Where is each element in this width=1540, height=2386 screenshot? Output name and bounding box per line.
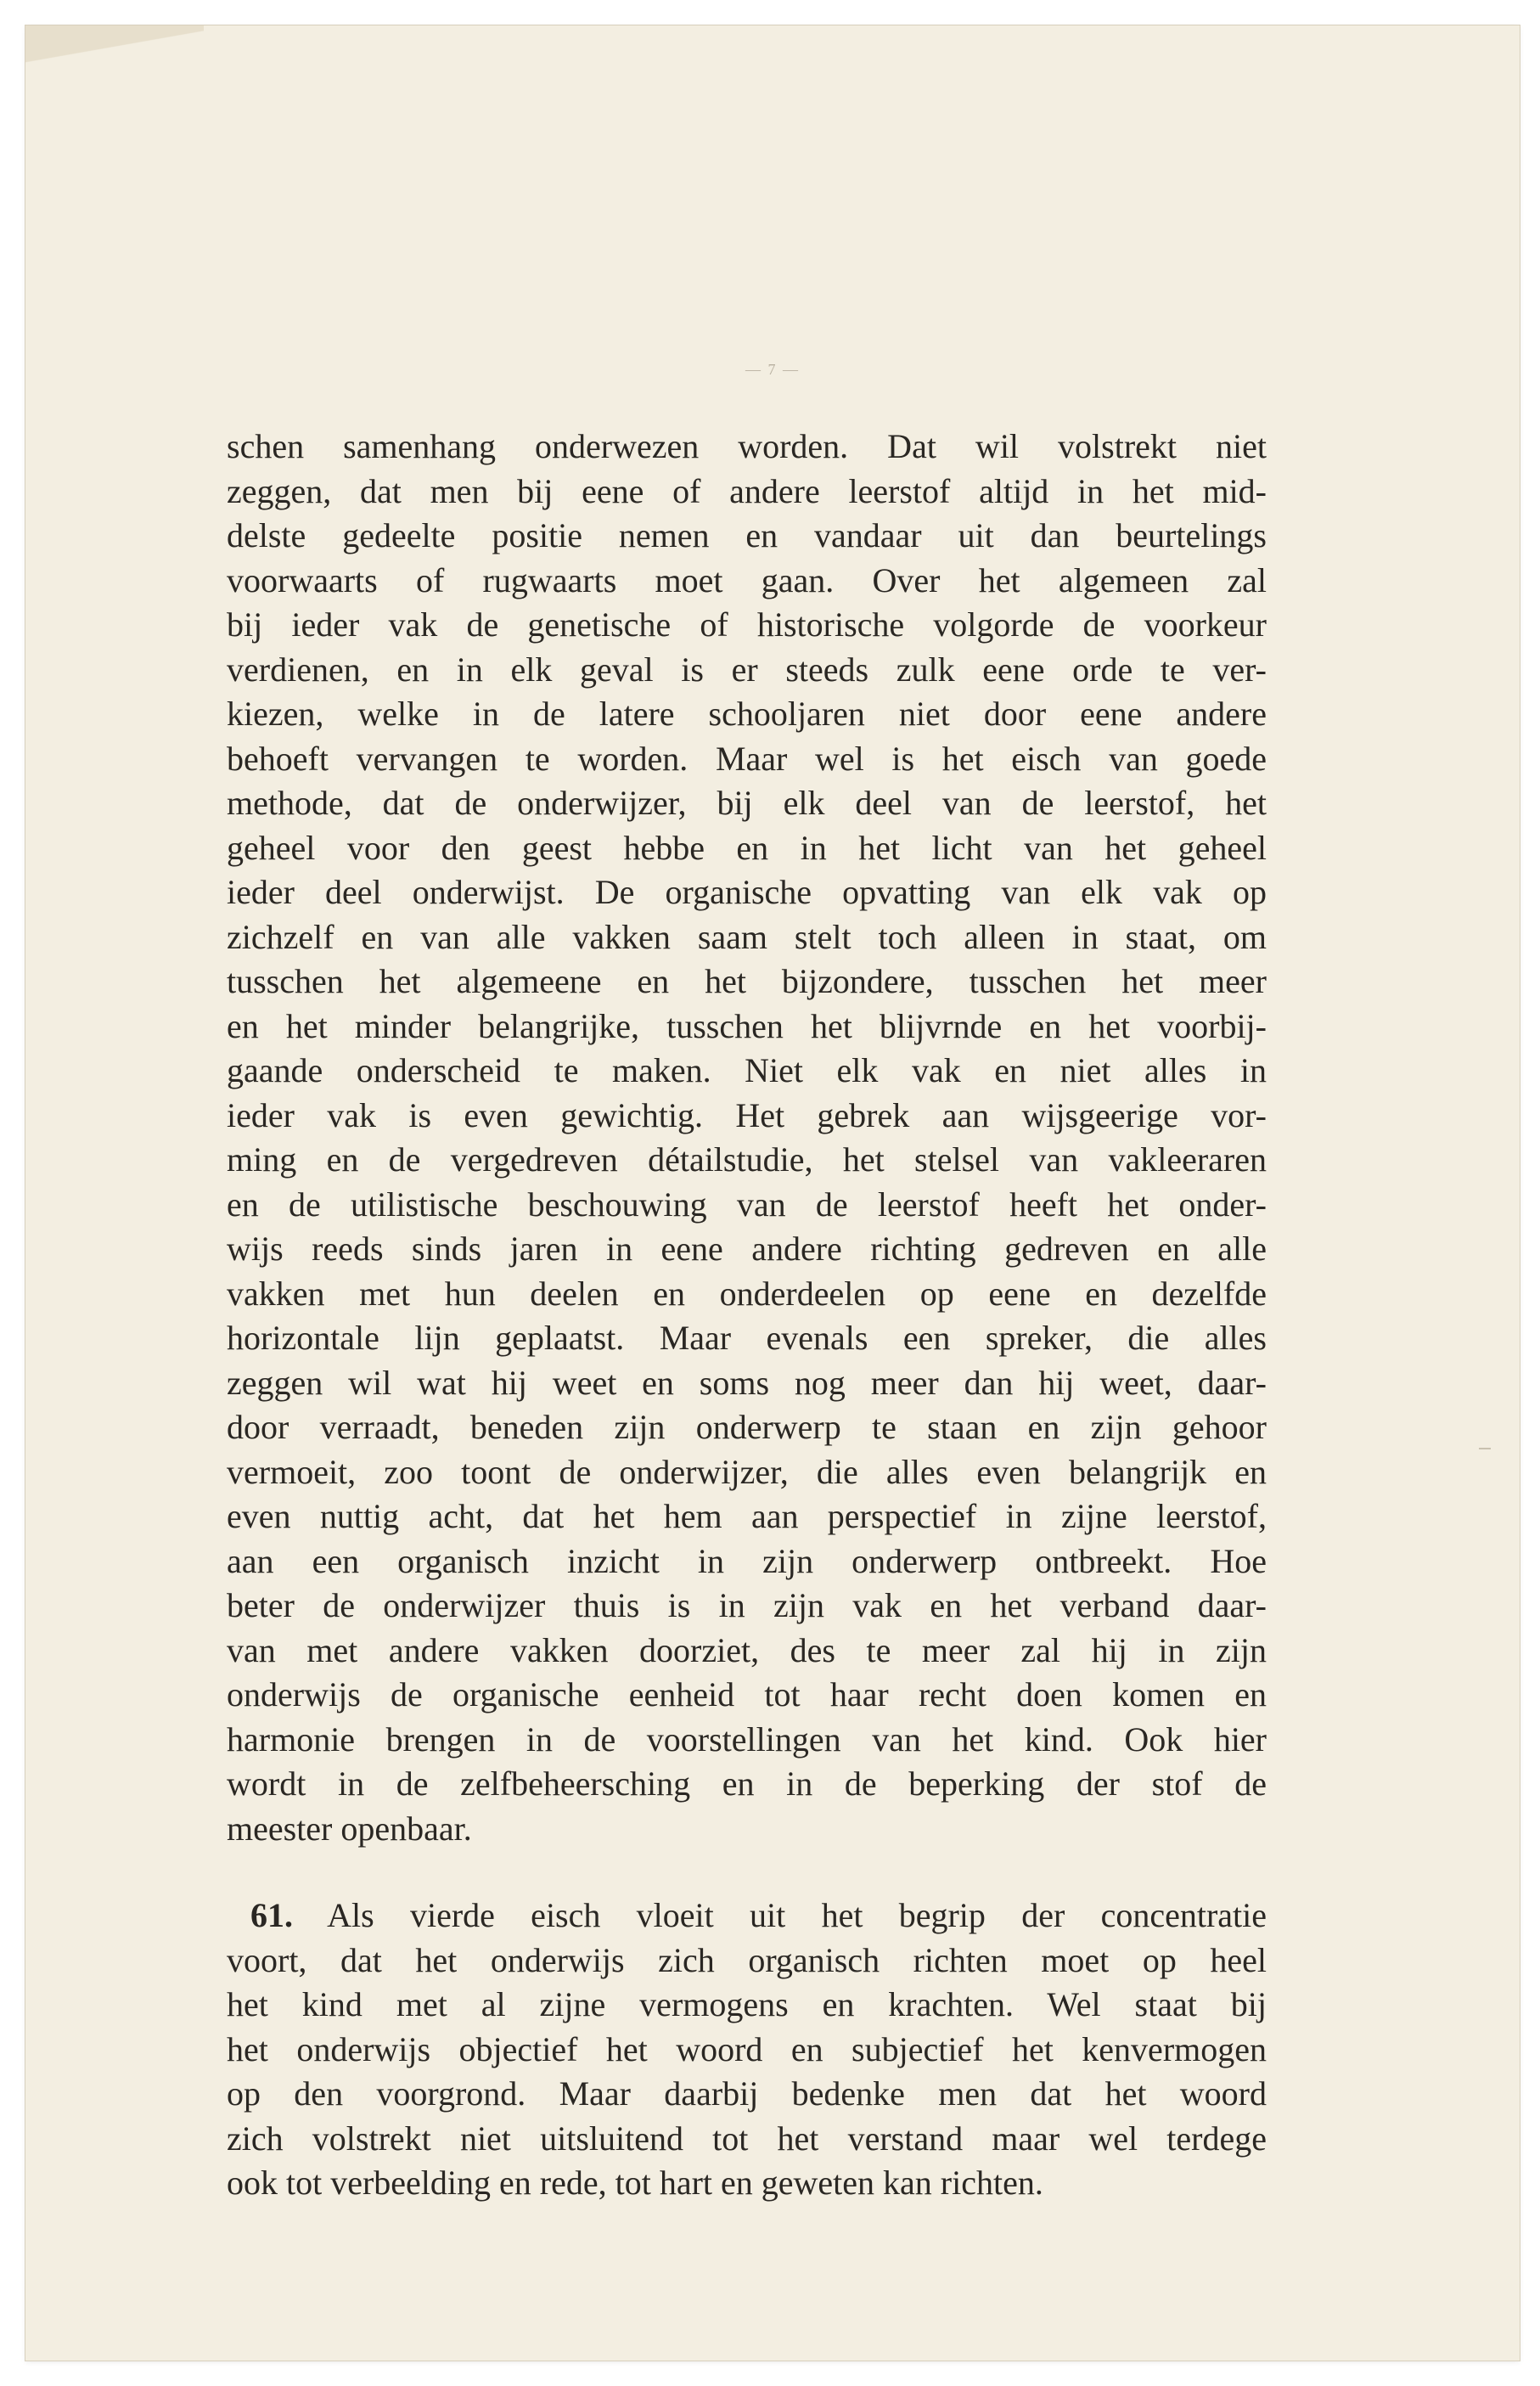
text-line: even nuttig acht, dat het hem aan perspectief in zijne leerstof, — [227, 1497, 1267, 1535]
text-line: horizontale lijn geplaatst. Maar evenals een spreker, die alles — [227, 1319, 1267, 1357]
section-number: 61. — [250, 1896, 293, 1934]
text-line: voort, dat het onderwijs zich organisch richten moet op heel — [227, 1940, 1267, 1979]
text-line: geheel voor den geest hebbe en in het licht van het geheel — [227, 828, 1267, 867]
text-line: methode, dat de onderwijzer, bij elk deel van de leerstof, het — [227, 784, 1267, 822]
margin-mark — [1479, 1448, 1491, 1449]
text-line: wijs reeds sinds jaren in eene andere richting gedreven en alle — [227, 1230, 1267, 1268]
text-line: het onderwijs objectief het woord en subjectief het kenvermogen — [227, 2029, 1267, 2068]
text-line: ming en de vergedreven détailstudie, het stelsel van vakleeraren — [227, 1140, 1267, 1179]
text-line: beter de onderwijzer thuis is in zijn vak en het verband daar- — [227, 1586, 1267, 1624]
paragraph — [227, 425, 1267, 1851]
text-line: kiezen, welke in de latere schooljaren niet door eene andere — [227, 695, 1267, 733]
text-line: verdienen, en in elk geval is er steeds zulk eene orde te ver- — [227, 650, 1267, 689]
text-line: en de utilistische beschouwing van de leerstof heeft het onder- — [227, 1185, 1267, 1224]
text-line: voorwaarts of rugwaarts moet gaan. Over het algemeen zal — [227, 560, 1267, 599]
text-line: wordt in de zelfbeheersching en in de beperking der stof de — [227, 1764, 1267, 1803]
text-line: en het minder belangrijke, tusschen het blijvrnde en het voorbij- — [227, 1006, 1267, 1045]
text-line: vakken met hun deelen en onderdeelen op eene en dezelfde — [227, 1274, 1267, 1313]
text-line: het kind met al zijne vermogens en krachten. Wel staat bij — [227, 1985, 1267, 2023]
text-line: vermoeit, zoo toont de onderwijzer, die alles even belangrijk en — [227, 1452, 1267, 1491]
body-text — [227, 425, 1267, 2206]
text-line — [227, 1894, 1267, 1939]
text-line: zeggen, dat men bij eene of andere leerstof altijd in het mid- — [227, 471, 1267, 510]
text-line: bij ieder vak de genetische of historische volgorde de voorkeur — [227, 605, 1267, 644]
text-line: ook tot verbeelding en rede, tot hart en geweten kan richten. — [227, 2164, 1043, 2202]
text-line: zeggen wil wat hij weet en soms nog meer dan hij weet, daar- — [227, 1363, 1267, 1402]
text-line: delste gedeelte positie nemen en vandaar uit dan beurtelings — [227, 516, 1267, 554]
text-line: aan een organisch inzicht in zijn onderwerp ontbreekt. Hoe — [227, 1541, 1267, 1580]
text-line-content: Als vierde eisch vloeit uit het begrip der concentratie — [327, 1896, 1267, 1934]
folded-corner — [25, 25, 204, 85]
text-line: behoeft vervangen te worden. Maar wel is het eisch van goede — [227, 739, 1267, 778]
text-line: zichzelf en van alle vakken saam stelt toch alleen in staat, om — [227, 917, 1267, 956]
page-number: — 7 — — [745, 361, 800, 378]
text-line: tusschen het algemeene en het bijzondere, tusschen het meer — [227, 962, 1267, 1000]
text-line: op den voorgrond. Maar daarbij bedenke men dat het woord — [227, 2074, 1267, 2113]
text-line: ieder deel onderwijst. De organische opvatting van elk vak op — [227, 873, 1267, 911]
paragraph-section-61 — [227, 1894, 1267, 2206]
text-line: meester openbaar. — [227, 1809, 472, 1848]
text-line: schen samenhang onderwezen worden. Dat wil volstrekt niet — [227, 427, 1267, 465]
paragraph-gap — [227, 1851, 1267, 1894]
text-line: ieder vak is even gewichtig. Het gebrek aan wijsgeerige vor- — [227, 1095, 1267, 1134]
text-line: door verraadt, beneden zijn onderwerp te staan en zijn gehoor — [227, 1408, 1267, 1446]
text-line: van met andere vakken doorziet, des te meer zal hij in zijn — [227, 1630, 1267, 1669]
text-line: gaande onderscheid te maken. Niet elk vak en niet alles in — [227, 1051, 1267, 1089]
text-line: harmonie brengen in de voorstellingen van het kind. Ook hier — [227, 1719, 1267, 1759]
document-page — [25, 25, 1520, 2361]
text-line: onderwijs de organische eenheid tot haar recht doen komen en — [227, 1675, 1267, 1714]
text-line: zich volstrekt niet uitsluitend tot het verstand maar wel terdege — [227, 2119, 1267, 2158]
